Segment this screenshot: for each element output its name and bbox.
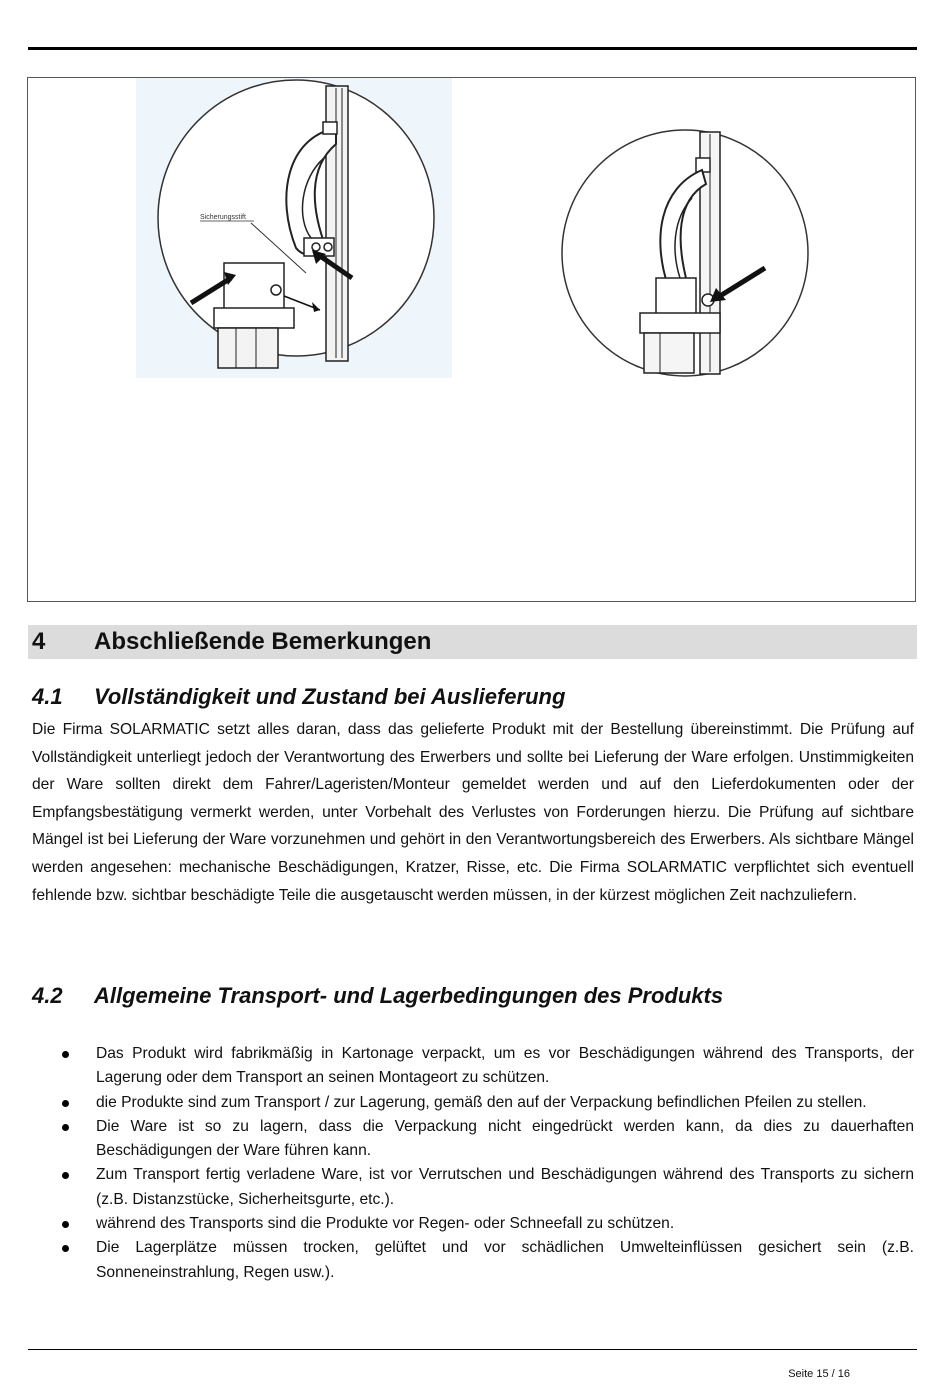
section-4-2-heading — [32, 982, 723, 1010]
section-4-1-number: 4.1 — [32, 684, 63, 709]
page-number: Seite 15 / 16 — [788, 1368, 850, 1380]
locking-pin-detail-illustration — [136, 78, 452, 378]
header-rule — [28, 47, 917, 50]
list-item: Das Produkt wird fabrikmäßig in Kartonage verpackt, um es vor Beschädigungen während des Transports, der Lagerung oder dem Transport an seinen Montageort zu schützen. — [60, 1042, 914, 1091]
bullet-icon — [62, 1245, 69, 1252]
list-item: die Produkte sind zum Transport / zur Lagerung, gemäß den auf der Verpackung befindlichen Pfeilen zu stellen. — [60, 1091, 914, 1115]
section-4-heading — [28, 625, 917, 659]
section-4-1-paragraph: Die Firma SOLARMATIC setzt alles daran, dass das gelieferte Produkt mit der Bestellung übereinstimmt. Die Prüfung auf Vollständigkeit unterliegt jedoch der Verantwortung des Erwerbers und sollte bei Lieferung der Ware erfolgen. Unstimmigkeiten der Ware sollten direkt dem Fahrer/Lageristen/Monteur gemeldet werden und auf den Lieferdokumenten oder der Empfangsbestätigung vermerkt werden, unter Vorbehalt des Verlustes von Forderungen hierzu. Die Prüfung auf sichtbare Mängel ist bei Lieferung der Ware vorzunehmen und gehört in den Verantwortungsbereich des Erwerbers. Als sichtbare Mängel werden angesehen: mechanische Beschädigungen, Kratzer, Risse, etc. Die Firma SOLARMATIC verpflichtet sich eventuell fehlende bzw. sichtbar beschädigte Teile die ausgetauscht werden müssen, in der kürzest möglichen Zeit nachzuliefern. — [32, 721, 914, 904]
list-item: Die Ware ist so zu lagern, dass die Verpackung nicht eingedrückt werden kann, da dies zu dauerhaften Beschädigungen der Ware führen kann. — [60, 1115, 914, 1164]
section-4-2-number: 4.2 — [32, 983, 63, 1008]
section-4-1-heading — [32, 683, 565, 711]
section-4-number: 4 — [32, 628, 46, 655]
bullet-icon — [62, 1100, 69, 1107]
bullet-icon — [62, 1124, 69, 1131]
list-item: während des Transports sind die Produkte vor Regen- oder Schneefall zu schützen. — [60, 1212, 914, 1236]
bullet-icon — [62, 1051, 69, 1058]
list-item: Zum Transport fertig verladene Ware, ist vor Verrutschen und Beschädigungen während des Transports zu sichern (z.B. Distanzstücke, Sicherheitsgurte, etc.). — [60, 1163, 914, 1212]
figure-frame — [27, 77, 916, 602]
list-item: Die Lagerplätze müssen trocken, gelüftet und vor schädlichen Umwelteinflüssen gesichert sein (z.B. Sonneneinstrahlung, Regen usw.). — [60, 1236, 914, 1285]
transport-conditions-list — [60, 1042, 914, 1285]
section-4-2-title: Allgemeine Transport- und Lagerbedingungen des Produkts — [94, 983, 724, 1008]
handle-assembly-illustration — [560, 128, 810, 378]
callout-label: Sicherungsstift — [200, 214, 246, 221]
bullet-icon — [62, 1221, 69, 1228]
section-4-1-title: Vollständigkeit und Zustand bei Auslieferung — [94, 684, 566, 709]
section-4-title: Abschließende Bemerkungen — [94, 628, 432, 655]
bullet-icon — [62, 1172, 69, 1179]
footer-rule — [28, 1349, 917, 1350]
